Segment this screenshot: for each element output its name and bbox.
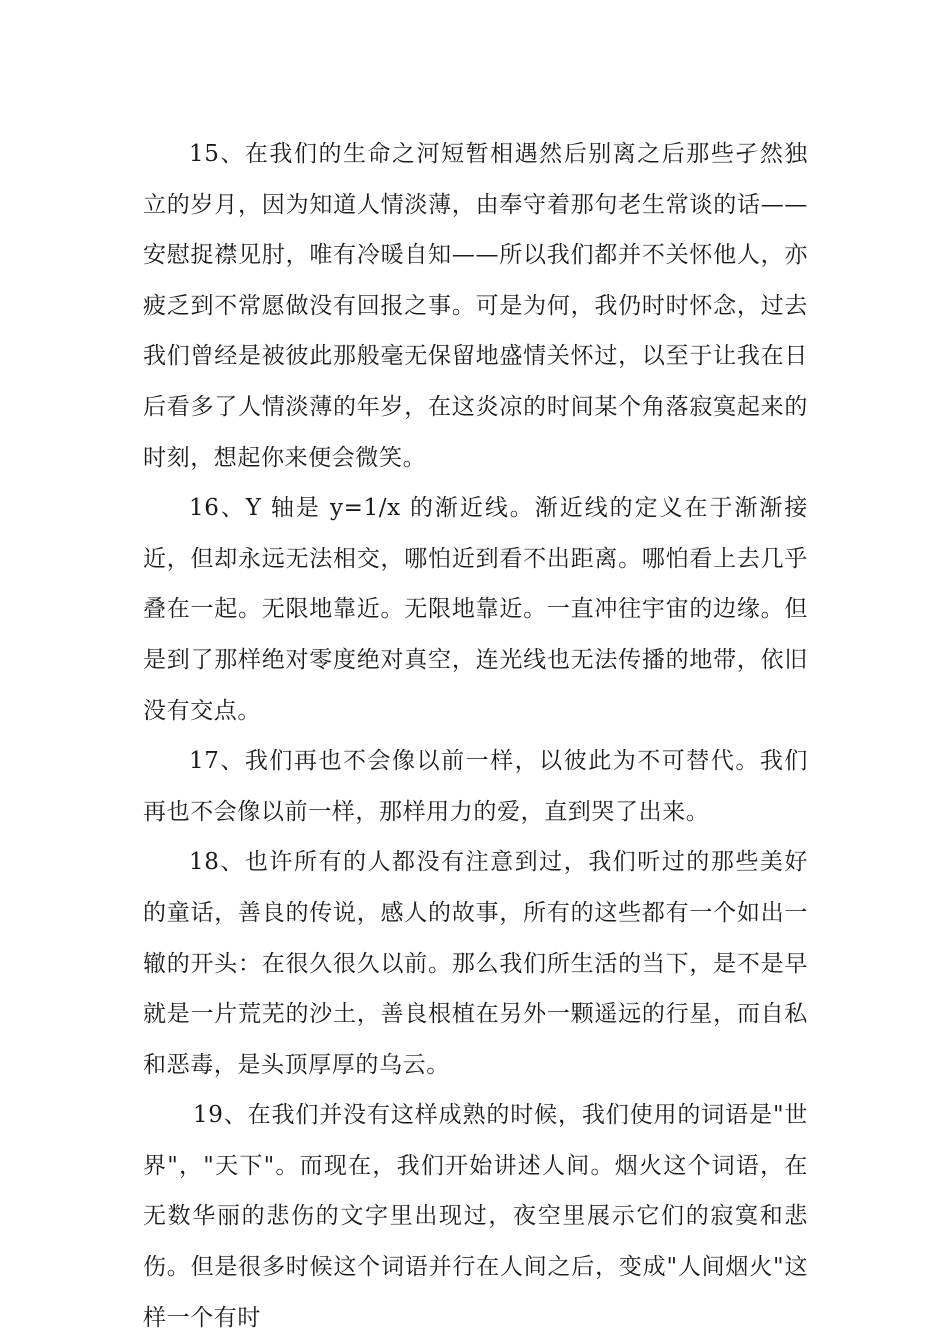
paragraph-17: 17、我们再也不会像以前一样，以彼此为不可替代。我们再也不会像以前一样，那样用力的爱，直到哭了出来。 <box>143 748 808 825</box>
paragraph-15: 15、在我们的生命之河短暂相遇然后别离之后那些孑然独立的岁月，因为知道人情淡薄，由奉守着那句老生常谈的话——安慰捉襟见肘，唯有冷暖自知——所以我们都并不关怀他人，亦疲乏到不常愿做没有回报之事。可是为何，我仍时时怀念，过去我们曾经是被彼此那般毫无保留地盛情关怀过，以至于让我在日后看多了人情淡薄的年岁，在这炎凉的时间某个角落寂寞起来的时刻，想起你来便会微笑。 <box>143 141 808 471</box>
document-body <box>143 129 808 1343</box>
paragraph-18: 18、也许所有的人都没有注意到过，我们听过的那些美好的童话，善良的传说，感人的故事，所有的这些都有一个如出一辙的开头：在很久很久以前。那么我们所生活的当下，是不是早就是一片荒芜的沙土，善良根植在另外一颗遥远的行星，而自私和恶毒，是头顶厚厚的乌云。 <box>143 849 808 1078</box>
paragraph-19: 19、在我们并没有这样成熟的时候，我们使用的词语是"世界"，"天下"。而现在，我们开始讲述人间。烟火这个词语，在无数华丽的悲伤的文字里出现过，夜空里展示它们的寂寞和悲伤。但是很多时候这个词语并行在人间之后，变成"人间烟火"这样一个有时 <box>143 1102 808 1331</box>
paragraph-16: 16、Y 轴是 y=1/x 的渐近线。渐近线的定义在于渐渐接近，但却永远无法相交，哪怕近到看不出距离。哪怕看上去几乎叠在一起。无限地靠近。无限地靠近。一直冲往宇宙的边缘。但是到了那样绝对零度绝对真空，连光线也无法传播的地带，依旧没有交点。 <box>143 495 808 724</box>
